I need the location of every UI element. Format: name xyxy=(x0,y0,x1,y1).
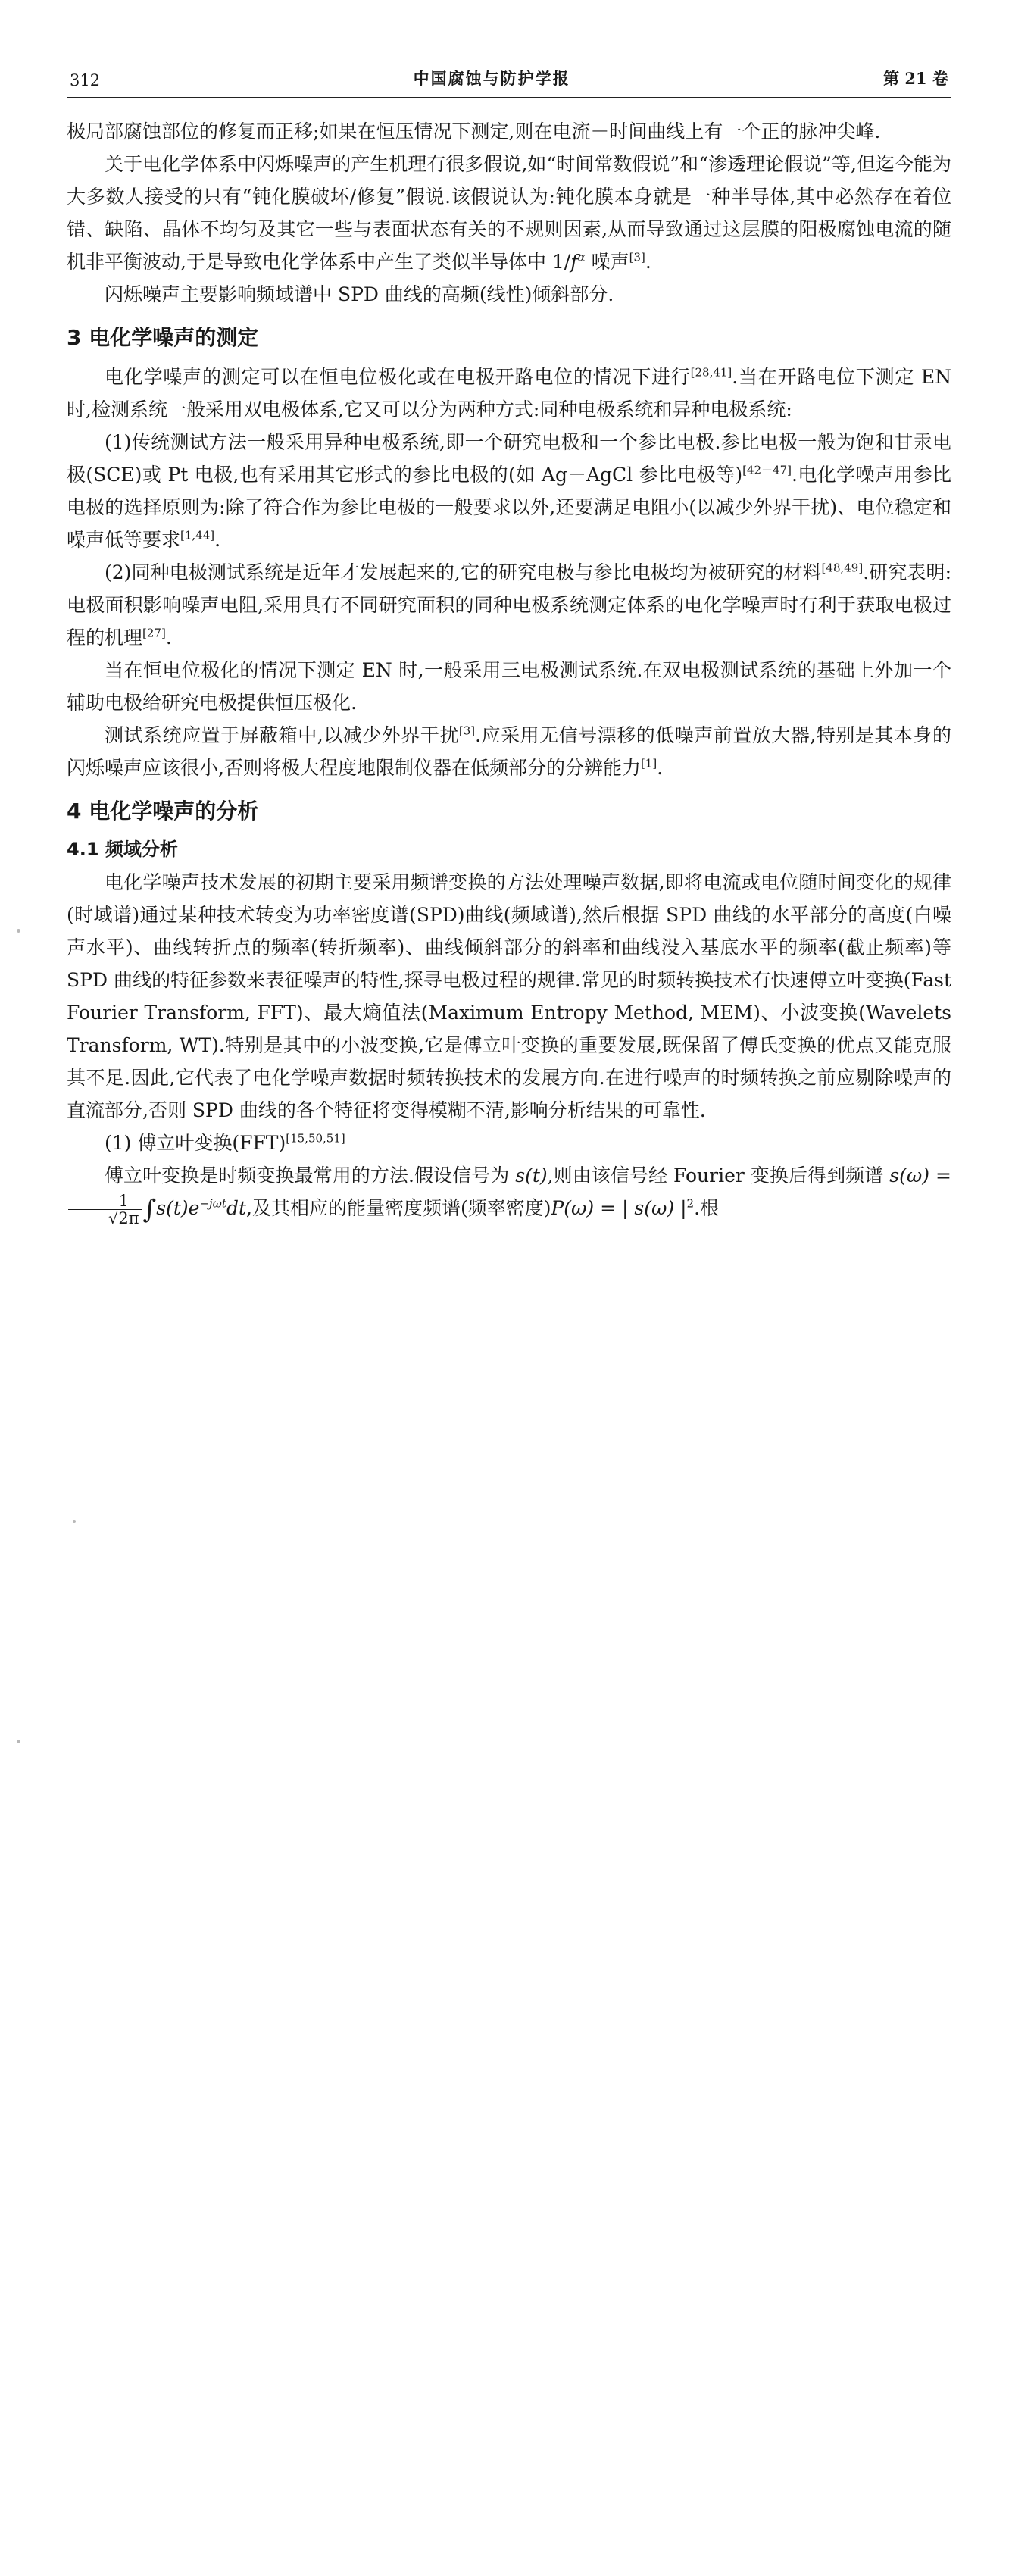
section-heading: 4 电化学噪声的分析 xyxy=(67,799,259,824)
paragraph: 闪烁噪声主要影响频域谱中 SPD 曲线的高频(线性)倾斜部分. xyxy=(105,283,614,305)
page xyxy=(67,67,951,1227)
volume-label: 第 21 卷 xyxy=(883,69,948,88)
paragraph: 测试系统应置于屏蔽箱中,以减少外界干扰[3].应采用无信号漂移的低噪声前置放大器,特别是其本身的闪烁噪声应该很小,否则将极大程度地限制仪器在低频部分的分辨能力[1]. xyxy=(67,724,951,779)
citation: [3] xyxy=(629,250,645,264)
paragraph: (1)传统测试方法一般采用异种电极系统,即一个研究电极和一个参比电极.参比电极一般为饱和甘汞电极(SCE)或 Pt 电极,也有采用其它形式的参比电极的(如 Ag－AgCl 参比电极等)[42－47].电化学噪声用参比电极的选择原则为:除了符合作为参比电极的一般要求以外,还要满足电阻小(以减少外界干扰)、电位稳定和噪声低等要求[1,44]. xyxy=(67,431,951,551)
paragraph: 当在恒电位极化的情况下测定 EN 时,一般采用三电极测试系统.在双电极测试系统的基础上外加一个辅助电极给研究电极提供恒压极化. xyxy=(67,659,951,714)
integral-sign: ∫ xyxy=(142,1194,157,1225)
citation: [1,44] xyxy=(180,528,215,542)
paragraph: 关于电化学体系中闪烁噪声的产生机理有很多假说,如“时间常数假说”和“渗透理论假说”等,但迄今能为大多数人接受的只有“钝化膜破坏/修复”假说.该假说认为:钝化膜本身就是一种半导体,其中必然存在着位错、缺陷、晶体不均匀及其它一些与表面状态有关的不规则因素,从而导致通过这层膜的阳极腐蚀电流的随机非平衡波动,于是导致电化学体系中产生了类似半导体中 $1/f^\alpha$ 噪声[3]. xyxy=(67,153,951,273)
paragraph: 电化学噪声技术发展的初期主要采用频谱变换的方法处理噪声数据,即将电流或电位随时间变化的规律(时域谱)通过某种技术转变为功率密度谱(SPD)曲线(频域谱),然后根据 SPD 曲线的水平部分的高度(白噪声水平)、曲线转折点的频率(转折频率)、曲线倾斜部分的斜率和曲线没入基底水平的频率(截止频率)等 SPD 曲线的特征参数来表征噪声的特性,探寻电极过程的规律.常见的时频转换技术有快速傅立叶变换(Fast Fourier Transform, FFT)、最大熵值法(Maximum Entropy Method, MEM)、小波变换(Wavelets Transform, WT).特别是其中的小波变换,它是傅立叶变换的重要发展,既保留了傅氏变换的优点又能克服其不足.因此,它代表了电化学噪声数据时频转换技术的发展方向.在进行噪声的时频转换之前应剔除噪声的直流部分,否则 SPD 曲线的各个特征将变得模糊不清,影响分析结果的可靠性. xyxy=(67,871,951,1121)
citation: [1] xyxy=(640,756,657,771)
paragraph: (1) 傅立叶变换(FFT)[15,50,51] xyxy=(105,1131,345,1154)
running-header xyxy=(67,67,951,98)
citation: [27] xyxy=(142,626,166,640)
page-number: 312 xyxy=(70,71,101,89)
paragraph: 电化学噪声的测定可以在恒电位极化或在电极开路电位的情况下进行[28,41].当在开路电位下测定 EN 时,检测系统一般采用双电极体系,它又可以分为两种方式:同种电极系统和异种电极系统: xyxy=(67,365,951,420)
subsection-heading: 4.1 频域分析 xyxy=(67,839,178,860)
citation: [28,41] xyxy=(690,365,732,380)
citation: [15,50,51] xyxy=(286,1131,345,1146)
citation: [3] xyxy=(458,724,476,738)
fraction: $\frac{1}{√2\pi}$ xyxy=(68,1193,142,1227)
equation-paragraph: 傅立叶变换是时频变换最常用的方法.假设信号为 s(t),则由该信号经 Fourier 变换后得到频谱 s(ω) = $\frac{1}{√2\pi}$ $\int s(t)e^{-j\omega t}dt$,及其相应的能量密度频谱(频率密度)P(ω) = | s(ω) $|^2$.根 xyxy=(67,1159,951,1227)
article-body xyxy=(67,115,951,1227)
paragraph: 极局部腐蚀部位的修复而正移;如果在恒压情况下测定,则在电流－时间曲线上有一个正的脉冲尖峰. xyxy=(67,120,881,142)
scan-speck xyxy=(17,1740,20,1743)
scan-speck xyxy=(17,929,20,933)
scan-speck xyxy=(73,1520,76,1523)
paragraph: (2)同种电极测试系统是近年才发展起来的,它的研究电极与参比电极均为被研究的材料[48,49].研究表明:电极面积影响噪声电阻,采用具有不同研究面积的同种电极系统测定体系的电化学噪声时有利于获取电极过程的机理[27]. xyxy=(67,561,951,649)
journal-title: 中国腐蚀与防护学报 xyxy=(413,69,570,88)
citation: [42－47] xyxy=(742,463,792,477)
citation: [48,49] xyxy=(821,561,864,575)
section-heading: 3 电化学噪声的测定 xyxy=(67,325,259,350)
